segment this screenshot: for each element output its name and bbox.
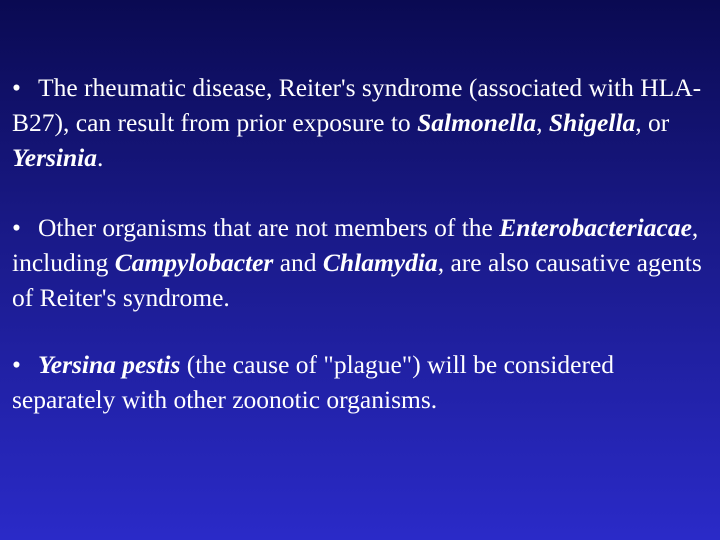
bullet-text: ,: [536, 108, 549, 137]
bullet-text: Other organisms that are not members of the: [38, 213, 500, 242]
organism-yersinia: Yersinia: [12, 143, 98, 172]
organism-chlamydia: Chlamydia: [322, 248, 438, 277]
bullet-text: , or: [635, 108, 670, 137]
organism-yersina-pestis: Yersina pestis: [38, 350, 181, 379]
bullet-text: .: [97, 143, 104, 172]
organism-salmonella: Salmonella: [417, 108, 537, 137]
bullet-text: (the cause of "plague") will be considered separately with other zoonotic organisms.: [12, 350, 615, 414]
bullet-text: , including: [12, 213, 699, 277]
organism-campylobacter: Campylobacter: [114, 248, 274, 277]
organism-shigella: Shigella: [548, 108, 636, 137]
bullet-text: and: [273, 248, 323, 277]
bullet-other-organisms: [12, 210, 712, 315]
bullet-dot: •: [12, 73, 21, 102]
bullet-reiters-syndrome: [12, 70, 712, 175]
bullet-text: , are also causative agents of Reiter's syndrome.: [12, 248, 702, 312]
organism-enterobacteriacae: Enterobacteriacae: [499, 213, 692, 242]
bullet-yersina-pestis: [12, 347, 712, 417]
bullet-text: The rheumatic disease, Reiter's syndrome (associated with HLA-B27), can result from prior exposure to: [12, 73, 702, 137]
bullet-dot: •: [12, 213, 21, 242]
bullet-dot: •: [12, 350, 21, 379]
